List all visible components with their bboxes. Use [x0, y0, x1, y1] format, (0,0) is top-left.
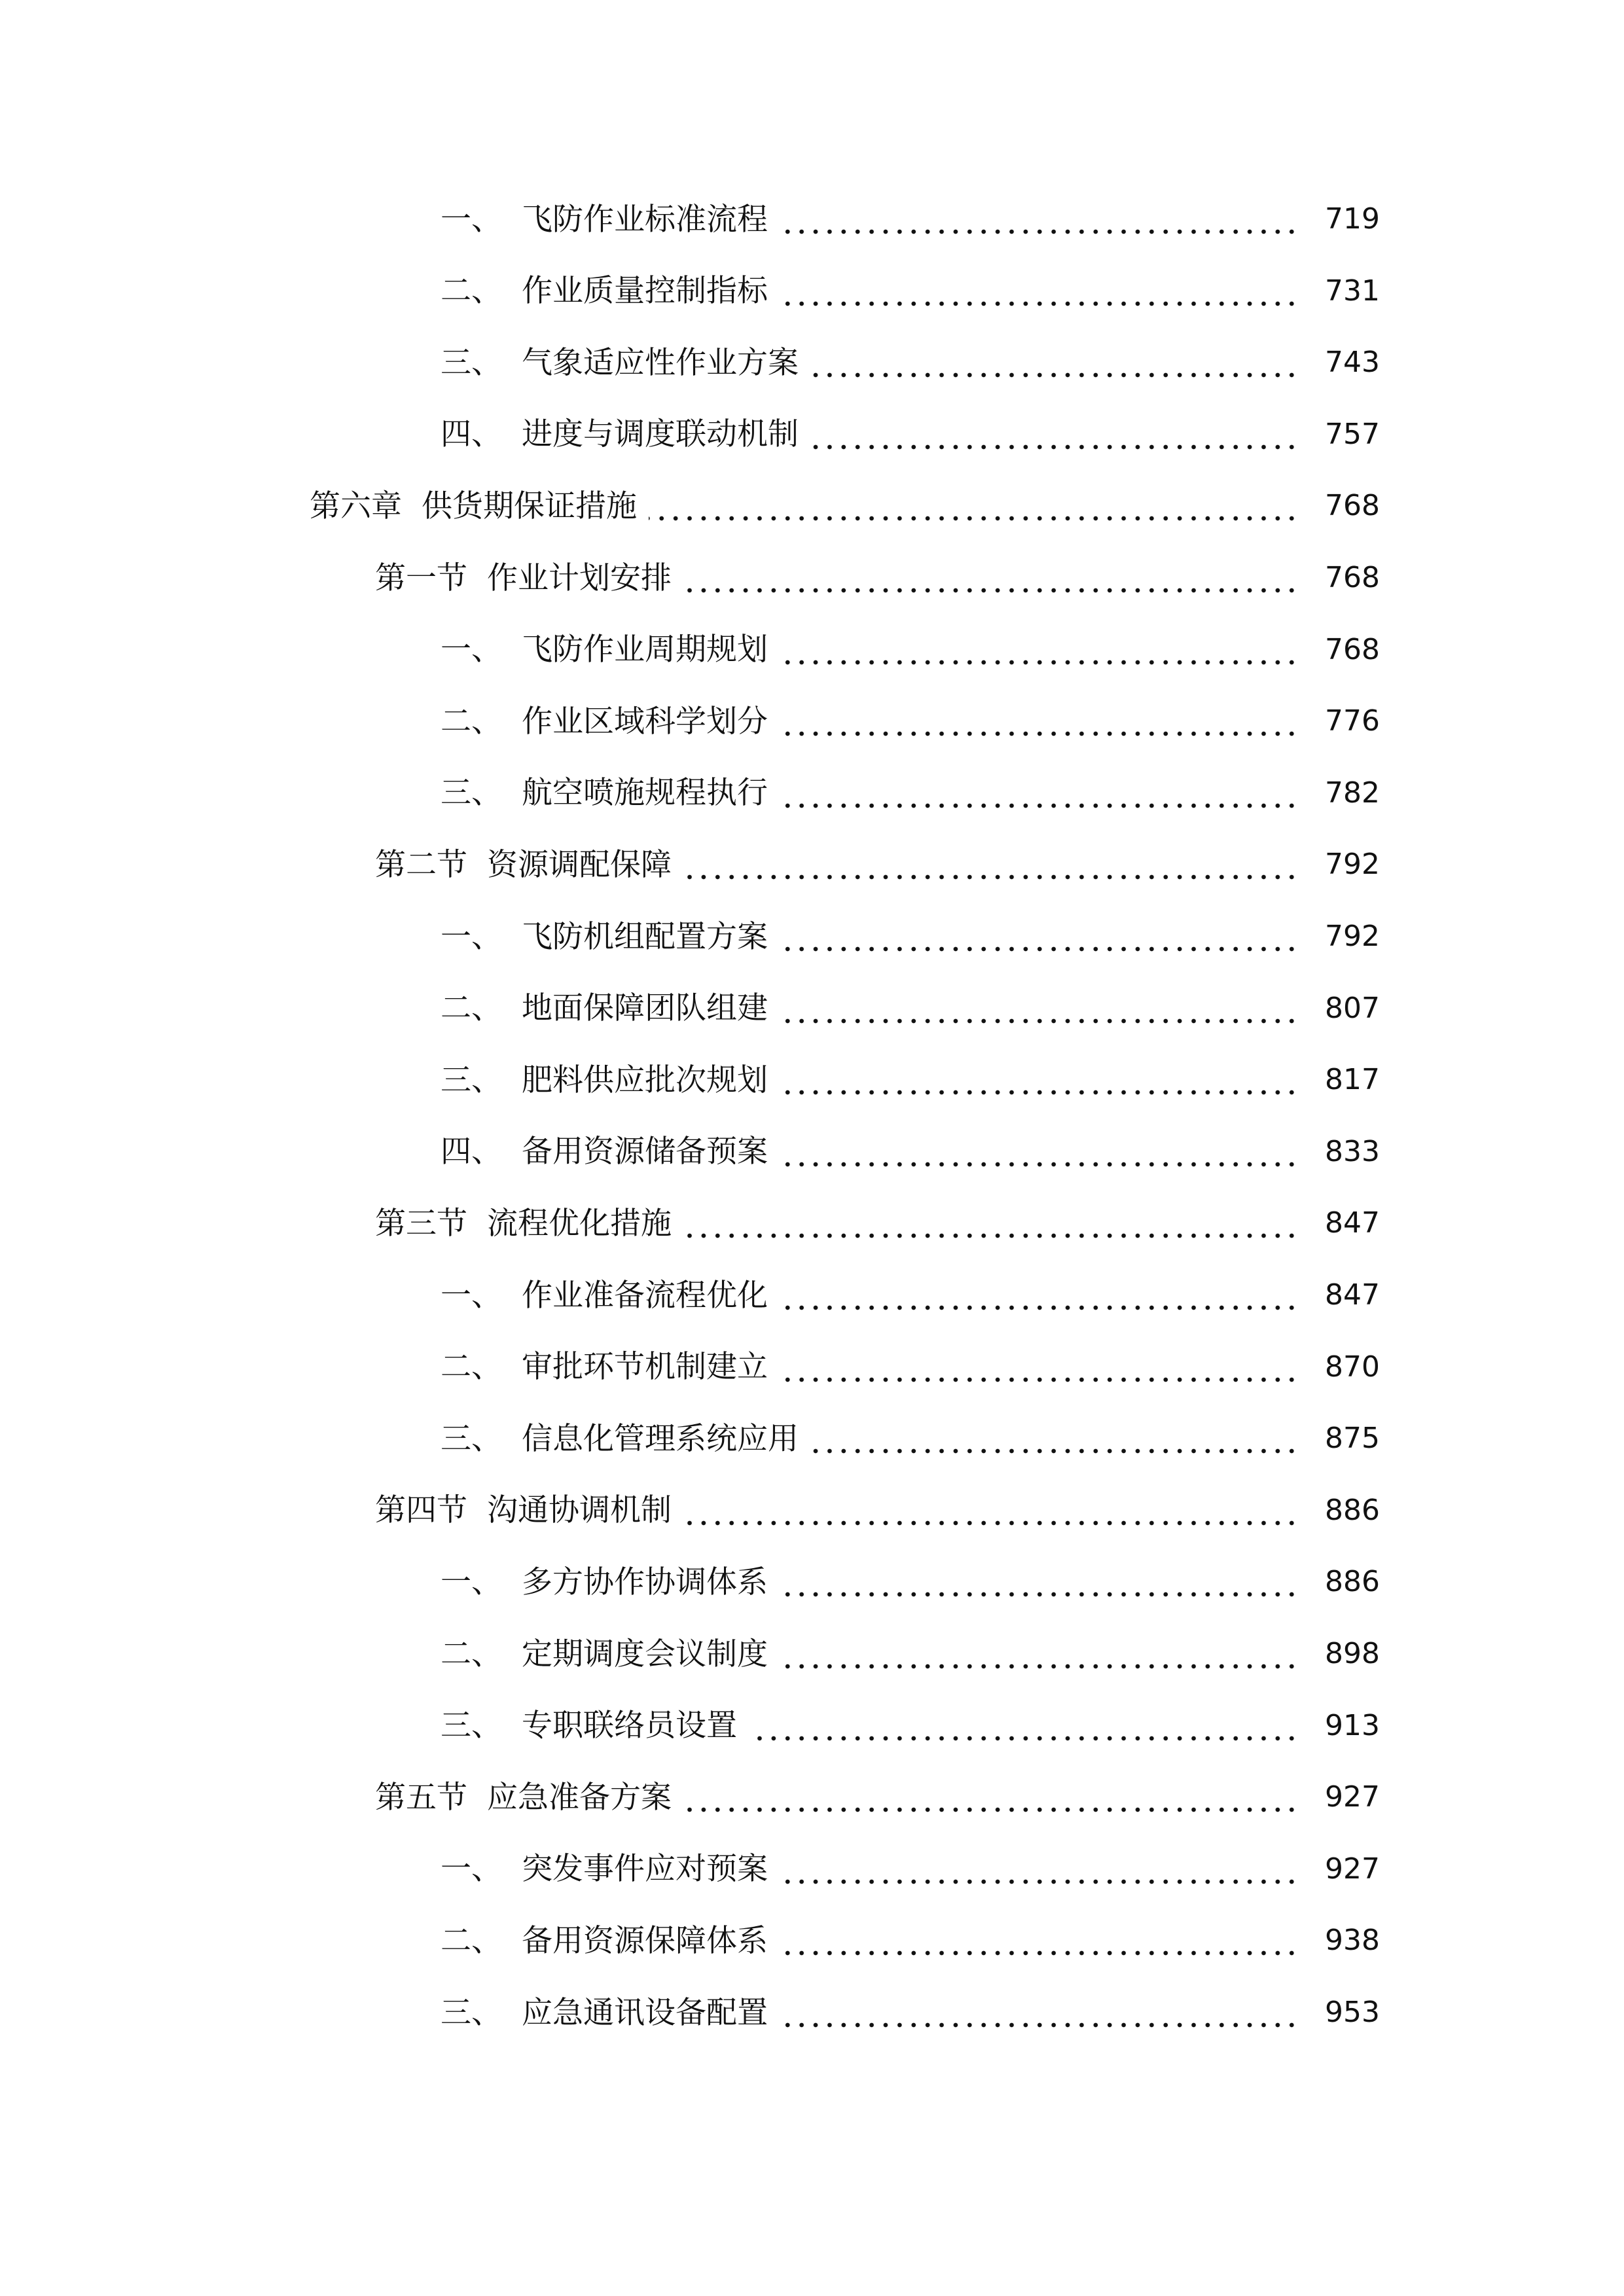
- toc-page-number: 927: [1325, 1852, 1380, 1886]
- toc-entry-title: 飞防作业周期规划: [522, 632, 768, 668]
- toc-item-entry[interactable]: [0, 901, 1624, 973]
- toc-chapter-entry[interactable]: [0, 470, 1624, 542]
- toc-page-number: 847: [1325, 1206, 1380, 1240]
- toc-item-entry[interactable]: [0, 327, 1624, 399]
- toc-entry-title: 飞防机组配置方案: [522, 918, 768, 955]
- toc-entry-marker: 二、: [441, 273, 502, 310]
- toc-entry-title: 作业质量控制指标: [522, 273, 768, 310]
- toc-entry-text: [441, 632, 768, 668]
- toc-page-number: 757: [1325, 417, 1380, 451]
- toc-item-entry[interactable]: [0, 399, 1624, 471]
- toc-entry-text: [441, 1994, 768, 2031]
- toc-entry-text: [441, 1564, 768, 1600]
- dot-leader: [780, 660, 1299, 665]
- toc-entry-title: 供货期保证措施: [422, 488, 637, 524]
- dot-leader: [749, 1736, 1299, 1741]
- dot-leader: [683, 1807, 1299, 1812]
- toc-entry-marker: 一、: [441, 1277, 502, 1314]
- toc-item-entry[interactable]: [0, 1618, 1624, 1690]
- toc-entry-text: [375, 560, 672, 596]
- toc-entry-marker: 三、: [441, 344, 502, 381]
- toc-entry-text: [441, 1922, 768, 1959]
- dot-leader: [780, 731, 1299, 736]
- dot-leader: [780, 1162, 1299, 1167]
- toc-page-number: 731: [1325, 274, 1380, 308]
- toc-entry-text: [375, 1205, 672, 1242]
- toc-entry-title: 飞防作业标准流程: [522, 201, 768, 238]
- toc-entry-marker: 一、: [441, 918, 502, 955]
- toc-entry-title: 突发事件应对预案: [522, 1851, 768, 1888]
- toc-entry-text: [441, 1277, 768, 1314]
- toc-entry-title: 作业区域科学划分: [522, 703, 768, 740]
- toc-item-entry[interactable]: [0, 1403, 1624, 1475]
- dot-leader: [780, 1018, 1299, 1024]
- toc-entry-title: 沟通协调机制: [487, 1492, 672, 1529]
- toc-page-number: 913: [1325, 1708, 1380, 1742]
- toc-page-number: 833: [1325, 1134, 1380, 1168]
- toc-entry-marker: 二、: [441, 1349, 502, 1386]
- toc-page-number: 898: [1325, 1637, 1380, 1670]
- toc-entry-marker: 第五节: [375, 1779, 467, 1816]
- toc-entry-text: [441, 918, 768, 955]
- toc-entry-title: 气象适应性作业方案: [522, 344, 799, 381]
- dot-leader: [683, 1520, 1299, 1526]
- dot-leader: [780, 1305, 1299, 1310]
- toc-page-number: 776: [1325, 704, 1380, 738]
- toc-entry-marker: 一、: [441, 201, 502, 238]
- toc-page-number: 886: [1325, 1493, 1380, 1527]
- toc-entry-marker: 第三节: [375, 1205, 467, 1242]
- toc-item-entry[interactable]: [0, 255, 1624, 327]
- toc-entry-title: 定期调度会议制度: [522, 1636, 768, 1672]
- toc-entry-title: 资源调配保障: [487, 846, 672, 883]
- toc-section-entry[interactable]: [0, 542, 1624, 614]
- toc-item-entry[interactable]: [0, 183, 1624, 255]
- toc-entry-marker: 三、: [441, 775, 502, 812]
- dot-leader: [780, 1664, 1299, 1669]
- toc-item-entry[interactable]: [0, 1905, 1624, 1977]
- toc-entry-marker: 二、: [441, 990, 502, 1027]
- toc-entry-text: [441, 1420, 799, 1457]
- toc-entry-title: 肥料供应批次规划: [522, 1062, 768, 1098]
- toc-entry-text: [441, 990, 768, 1027]
- toc-page-number: 792: [1325, 920, 1380, 953]
- toc-entry-text: [441, 273, 768, 310]
- toc-entry-title: 专职联络员设置: [522, 1708, 737, 1744]
- toc-item-entry[interactable]: [0, 614, 1624, 686]
- toc-entry-text: [441, 1851, 768, 1888]
- toc-entry-marker: 二、: [441, 1636, 502, 1672]
- toc-entry-title: 地面保障团队组建: [522, 990, 768, 1027]
- toc-entry-title: 航空喷施规程执行: [522, 775, 768, 812]
- toc-entry-text: [441, 1349, 768, 1386]
- toc-page-number: 782: [1325, 776, 1380, 810]
- toc-entry-marker: 三、: [441, 1420, 502, 1457]
- toc-entry-title: 流程优化措施: [487, 1205, 672, 1242]
- toc-entry-marker: 一、: [441, 632, 502, 668]
- dot-leader: [780, 2022, 1299, 2028]
- dot-leader: [649, 516, 1299, 521]
- toc-item-entry[interactable]: [0, 757, 1624, 829]
- dot-leader: [683, 1233, 1299, 1238]
- dot-leader: [780, 946, 1299, 952]
- toc-entry-marker: 四、: [441, 1134, 502, 1170]
- toc-page-number: 886: [1325, 1565, 1380, 1599]
- toc-entry-marker: 二、: [441, 703, 502, 740]
- toc-entry-text: [375, 846, 672, 883]
- toc-entry-title: 作业计划安排: [487, 560, 672, 596]
- toc-item-entry[interactable]: [0, 1259, 1624, 1331]
- toc-item-entry[interactable]: [0, 685, 1624, 757]
- toc-section-entry[interactable]: [0, 1475, 1624, 1547]
- toc-entry-marker: 二、: [441, 1922, 502, 1959]
- toc-entry-title: 信息化管理系统应用: [522, 1420, 799, 1457]
- toc-section-entry[interactable]: [0, 1761, 1624, 1833]
- toc-entry-title: 进度与调度联动机制: [522, 416, 799, 453]
- toc-page-number: 768: [1325, 489, 1380, 523]
- dot-leader: [683, 874, 1299, 880]
- toc-entry-title: 备用资源保障体系: [522, 1922, 768, 1959]
- toc-entry-marker: 一、: [441, 1851, 502, 1888]
- toc-page-number: 768: [1325, 561, 1380, 594]
- toc-entry-title: 应急准备方案: [487, 1779, 672, 1816]
- dot-leader: [780, 1090, 1299, 1095]
- toc-entry-title: 多方协作协调体系: [522, 1564, 768, 1600]
- toc-section-entry[interactable]: [0, 829, 1624, 901]
- toc-page-number: 875: [1325, 1422, 1380, 1456]
- toc-entry-text: [310, 488, 637, 524]
- dot-leader: [780, 301, 1299, 306]
- dot-leader: [810, 444, 1299, 450]
- toc-entry-marker: 三、: [441, 1062, 502, 1098]
- toc-entry-marker: 三、: [441, 1994, 502, 2031]
- toc-item-entry[interactable]: [0, 1546, 1624, 1618]
- toc-entry-title: 备用资源储备预案: [522, 1134, 768, 1170]
- toc-item-entry[interactable]: [0, 1044, 1624, 1116]
- dot-leader: [780, 1377, 1299, 1382]
- toc-entry-text: [441, 416, 799, 453]
- toc-page-number: 938: [1325, 1924, 1380, 1958]
- toc-item-entry[interactable]: [0, 1977, 1624, 2049]
- toc-section-entry[interactable]: [0, 1187, 1624, 1259]
- toc-entry-text: [375, 1779, 672, 1816]
- toc-entry-text: [441, 201, 768, 238]
- toc-entry-title: 作业准备流程优化: [522, 1277, 768, 1314]
- toc-entry-title: 审批环节机制建立: [522, 1349, 768, 1386]
- toc-page-number: 817: [1325, 1063, 1380, 1097]
- dot-leader: [780, 1592, 1299, 1597]
- toc-entry-marker: 第二节: [375, 846, 467, 883]
- toc-entry-marker: 三、: [441, 1708, 502, 1744]
- toc-page-number: 927: [1325, 1780, 1380, 1814]
- toc-page-number: 870: [1325, 1350, 1380, 1384]
- dot-leader: [810, 372, 1299, 378]
- toc-entry-text: [441, 703, 768, 740]
- toc-item-entry[interactable]: [0, 973, 1624, 1045]
- dot-leader: [810, 1448, 1299, 1454]
- toc-page-number: 847: [1325, 1278, 1380, 1312]
- toc-entry-marker: 第六章: [310, 488, 402, 524]
- toc-entry-text: [441, 1134, 768, 1170]
- toc-entry-marker: 第四节: [375, 1492, 467, 1529]
- toc-page-number: 719: [1325, 202, 1380, 236]
- toc-entry-text: [441, 1062, 768, 1098]
- toc-entry-text: [441, 1708, 737, 1744]
- toc-item-entry[interactable]: [0, 1690, 1624, 1762]
- toc-entry-text: [441, 1636, 768, 1672]
- toc-page-number: 807: [1325, 991, 1380, 1025]
- toc-item-entry[interactable]: [0, 1833, 1624, 1905]
- toc-entry-marker: 第一节: [375, 560, 467, 596]
- toc-entry-title: 应急通讯设备配置: [522, 1994, 768, 2031]
- dot-leader: [780, 803, 1299, 808]
- toc-page-number: 953: [1325, 1996, 1380, 2029]
- toc-item-entry[interactable]: [0, 1116, 1624, 1188]
- toc-page-number: 768: [1325, 632, 1380, 666]
- toc-entry-text: [441, 344, 799, 381]
- toc-page-number: 743: [1325, 346, 1380, 380]
- dot-leader: [780, 1879, 1299, 1884]
- dot-leader: [683, 588, 1299, 593]
- toc-entry-text: [375, 1492, 672, 1529]
- toc-entry-text: [441, 775, 768, 812]
- toc-entry-marker: 四、: [441, 416, 502, 453]
- dot-leader: [780, 1950, 1299, 1956]
- toc-entry-marker: 一、: [441, 1564, 502, 1600]
- dot-leader: [780, 229, 1299, 234]
- toc-page-number: 792: [1325, 848, 1380, 882]
- toc-item-entry[interactable]: [0, 1331, 1624, 1403]
